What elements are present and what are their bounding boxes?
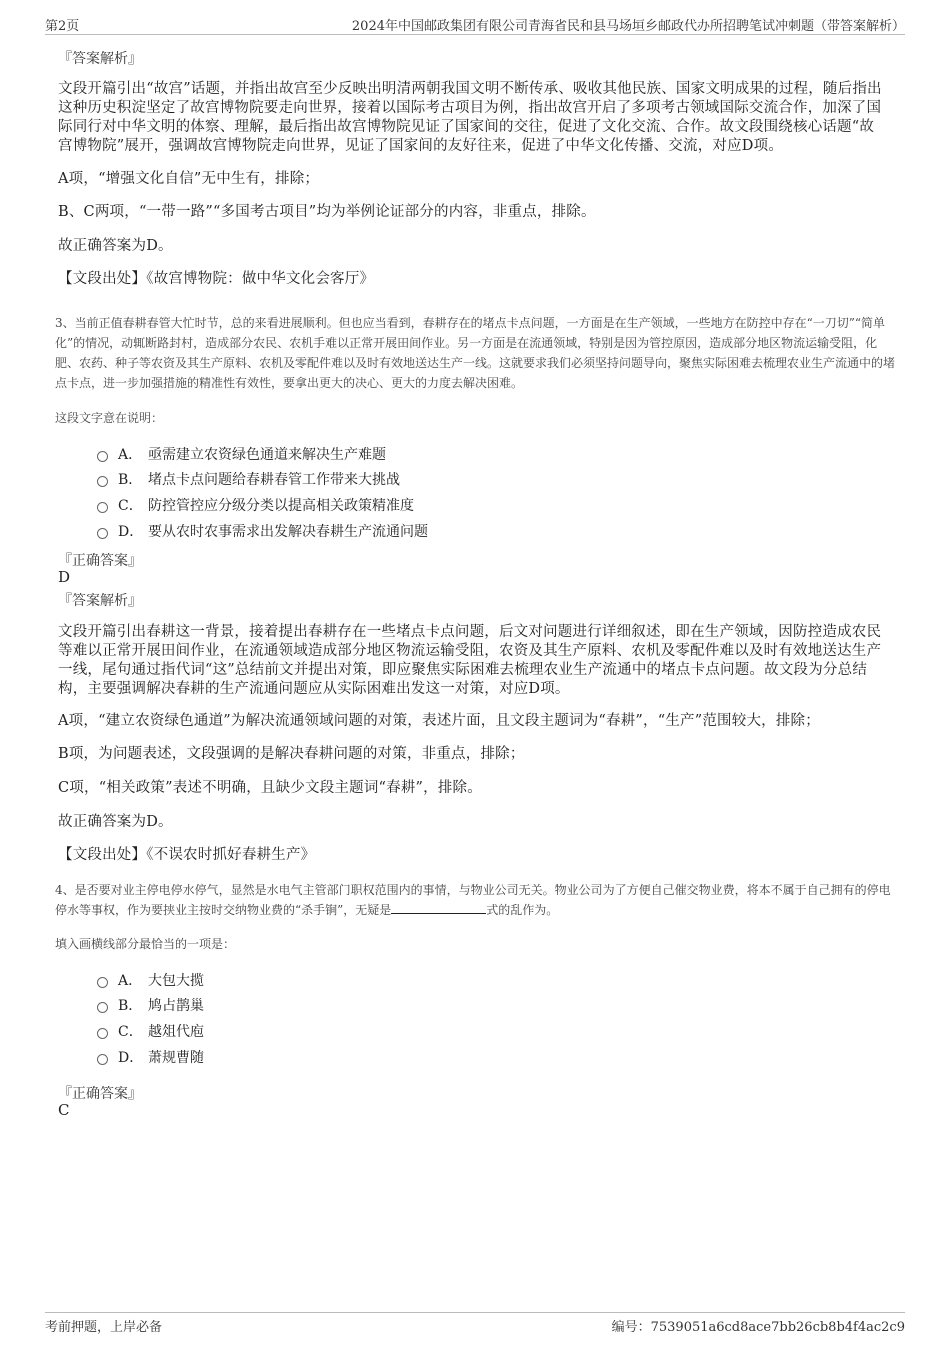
option-text: 越俎代庖 <box>148 1024 204 1040</box>
analysis-line-c: C项，“相关政策”表述不明确，且缺少文段主题词“春耕”，排除。 <box>58 780 482 796</box>
option-letter: C． <box>118 1024 143 1040</box>
q3-option-d[interactable] <box>97 521 428 541</box>
option-text: 大包大揽 <box>148 973 204 989</box>
option-letter: D． <box>118 524 144 540</box>
option-text: 堵点卡点问题给春耕春管工作带来大挑战 <box>148 472 400 488</box>
q4-option-b[interactable] <box>97 995 204 1015</box>
q3-option-a[interactable] <box>97 444 386 464</box>
option-text: 萧规曹随 <box>148 1050 204 1066</box>
answer-tag: 『正确答案』 <box>58 553 142 569</box>
option-letter: A． <box>118 973 143 989</box>
radio-icon[interactable] <box>97 1054 108 1065</box>
analysis-tag: 『答案解析』 <box>58 51 142 67</box>
correct-answer: D <box>58 568 71 586</box>
fill-blank <box>391 903 486 914</box>
radio-icon[interactable] <box>97 502 108 513</box>
analysis-line-b: B项，为问题表述，文段强调的是解决春耕问题的对策，非重点，排除； <box>58 746 525 762</box>
analysis-line-a: A项，“建立农资绿色通道”为解决流通领域问题的对策，表述片面，且文段主题词为“春耕”，“生产”范围较大，排除； <box>58 713 820 729</box>
answer-tag: 『正确答案』 <box>58 1086 142 1102</box>
page-footer <box>45 1312 905 1335</box>
q4-option-c[interactable] <box>97 1021 204 1041</box>
question-4-text-before: 4、是否要对业主停电停水停气，显然是水电气主管部门职权范围内的事情，与物业公司无关。物业公司为了方便自己催交物业费，将本不属于自己拥有的停电停水等事权，作为要挟业主按时交纳物业费的“杀手锏”，无疑是 <box>55 883 891 917</box>
radio-icon[interactable] <box>97 977 108 988</box>
radio-icon[interactable] <box>97 451 108 462</box>
option-letter: B． <box>118 998 143 1014</box>
analysis-text: 文段开篇引出“故宫”话题，并指出故宫至少反映出明清两朝我国文明不断传承、吸收其他民族、国家文明成果的过程，随后指出这种历史积淀坚定了故宫博物院要走向世界，接着以国际考古项目为例，指出故宫开启了多项考古领域国际交流合作，加深了国际同行对中华文明的体察、理解，最后指出故宫博物院见证了国家间的交往，促进了文化交流、合作。故文段围绕核心话题“故宫博物院”展开，强调故宫博物院走向世界，见证了国家间的友好往来，促进了中华文化传播、交流，对应D项。 <box>58 81 882 154</box>
q3-option-b[interactable] <box>97 469 400 489</box>
radio-icon[interactable] <box>97 528 108 539</box>
question-3-text: 3、当前正值春耕春管大忙时节，总的来看进展顺利。但也应当看到，春耕存在的堵点卡点问题，一方面是在生产领域，一些地方在防控中存在“一刀切”“简单化”的情况，动辄断路封村，造成部分农民、农机手难以正常开展田间作业。另一方面是在流通领域，特别是因为管控原因，造成部分地区物流运输受阻，化肥、农药、种子等农资及其生产原料、农机及零配件难以及时有效地送达生产一线。这就要求我们必须坚持问题导向，聚焦实际困难去梳理农业生产流通中的堵点卡点，进一步加强措施的精准性有效性，要拿出更大的决心、更大的力度去解决困难。 <box>55 316 896 390</box>
analysis-text: 文段开篇引出春耕这一背景，接着提出春耕存在一些堵点卡点问题，后文对问题进行详细叙述，即在生产领域，因防控造成农民等难以正常开展田间作业，在流通领域造成部分地区物流运输受阻，农资及其生产原料、农机及零配件难以及时有效地送达生产一线，尾句通过指代词“这”总结前文并提出对策，即应聚焦实际困难去梳理农业生产流通中的堵点卡点问题。故文段为分总结构，主要强调解决春耕的生产流通问题应从实际困难出发这一对策，对应D项。 <box>58 624 882 697</box>
q3-option-c[interactable] <box>97 495 414 515</box>
q4-option-d[interactable] <box>97 1047 204 1067</box>
option-text: 要从农时农事需求出发解决春耕生产流通问题 <box>148 524 428 540</box>
question-4-text-after: 式的乱作为。 <box>486 903 559 917</box>
document-title: 2024年中国邮政集团有限公司青海省民和县马场垣乡邮政代办所招聘笔试冲刺题（带答案解析） <box>351 19 905 34</box>
analysis-line-bc: B、C两项，“一带一路”“多国考古项目”均为举例论证部分的内容，非重点，排除。 <box>58 204 596 220</box>
option-text: 鸠占鹊巢 <box>148 998 204 1014</box>
correct-answer: C <box>58 1101 70 1119</box>
question-4-prompt: 填入画横线部分最恰当的一项是： <box>55 937 236 951</box>
option-text: 防控管控应分级分类以提高相关政策精准度 <box>148 498 414 514</box>
option-letter: A． <box>118 447 143 463</box>
radio-icon[interactable] <box>97 476 108 487</box>
question-3-prompt: 这段文字意在说明： <box>55 411 164 425</box>
analysis-tag: 『答案解析』 <box>58 593 142 609</box>
option-letter: C． <box>118 498 143 514</box>
radio-icon[interactable] <box>97 1028 108 1039</box>
question-4-text <box>55 880 895 920</box>
option-letter: B． <box>118 472 143 488</box>
option-letter: D． <box>118 1050 144 1066</box>
analysis-conclusion: 故正确答案为D。 <box>58 238 173 254</box>
source-citation: 【文段出处】《故宫博物院：做中华文化会客厅》 <box>58 271 375 287</box>
footer-slogan: 考前押题，上岸必备 <box>45 1320 163 1335</box>
radio-icon[interactable] <box>97 1002 108 1013</box>
page-header <box>45 12 905 35</box>
analysis-conclusion: 故正确答案为D。 <box>58 814 173 830</box>
analysis-line-a: A项，“增强文化自信”无中生有，排除； <box>58 171 320 187</box>
source-citation: 【文段出处】《不误农时抓好春耕生产》 <box>58 847 316 863</box>
page-number: 第2页 <box>45 19 80 34</box>
option-text: 亟需建立农资绿色通道来解决生产难题 <box>148 447 386 463</box>
footer-serial: 编号：7539051a6cd8ace7bb26cb8b4f4ac2c9 <box>611 1320 905 1335</box>
q4-option-a[interactable] <box>97 970 204 990</box>
